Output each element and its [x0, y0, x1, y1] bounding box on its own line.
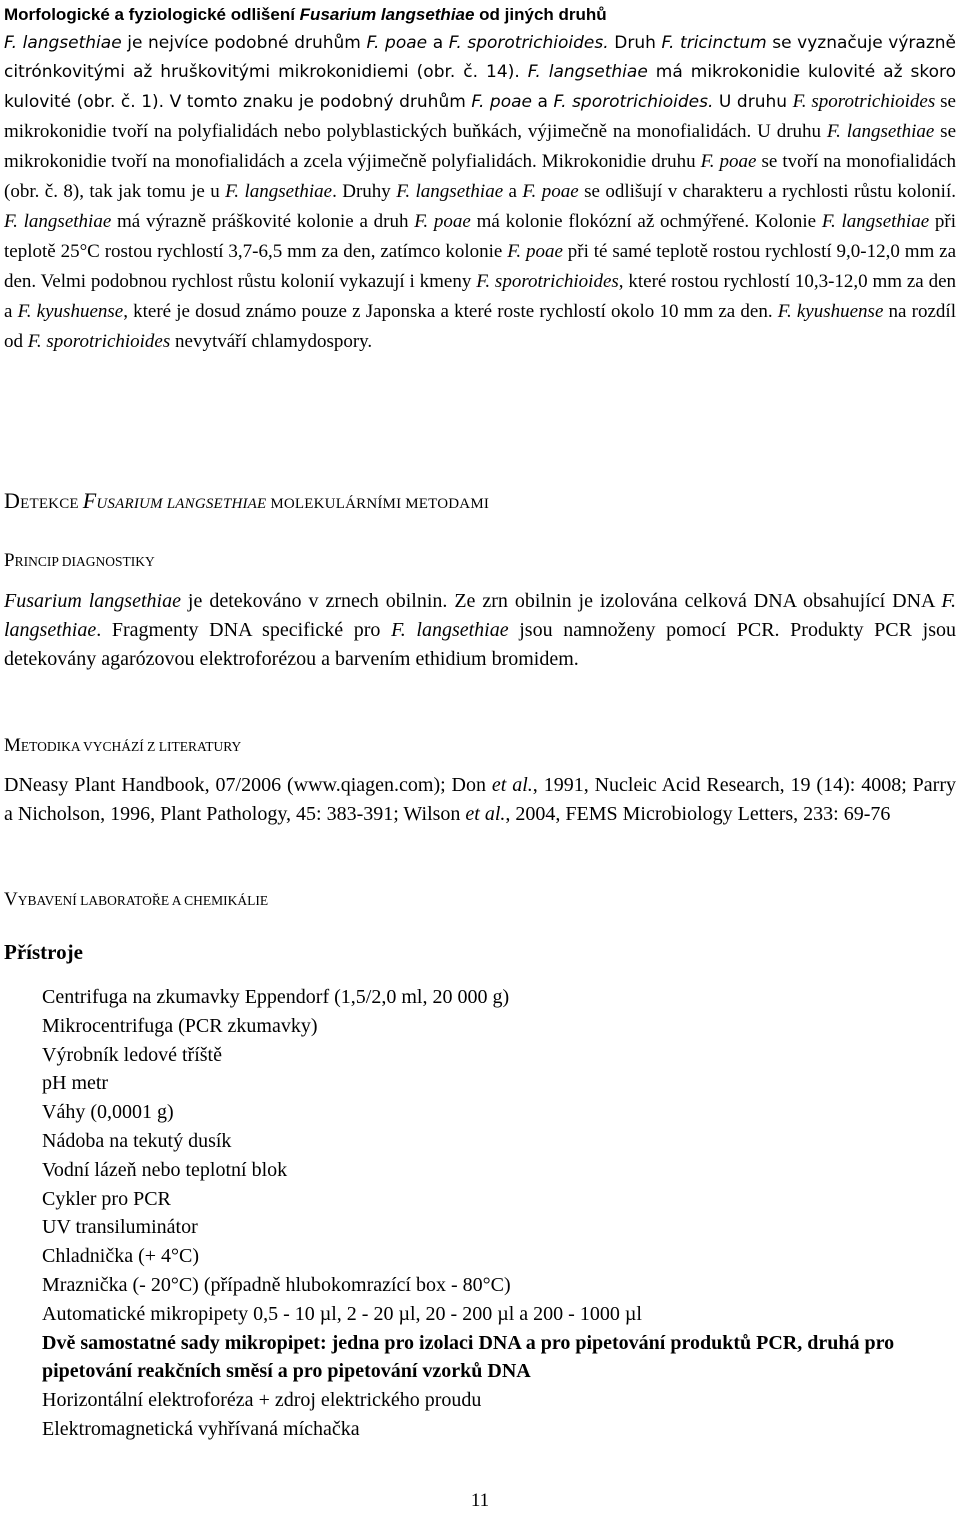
list-item: UV transiluminátor [42, 1216, 198, 1239]
list-item: Váhy (0,0001 g) [42, 1101, 174, 1124]
list-item: Výrobník ledové tříště [42, 1043, 222, 1066]
document-page [4, 0, 956, 1518]
devices-heading: Přístroje [4, 940, 83, 964]
equipment-list [42, 983, 956, 1444]
list-item: Mikrocentrifuga (PCR zkumavky) [42, 1014, 318, 1037]
list-item-bold: Dvě samostatné sady mikropipet: jedna pro izolaci DNA a pro pipetování produktů PCR, druhá pro pipetování reakčních směsí a pro pipetování vzorků DNA [42, 1331, 895, 1383]
section-title: DETEKCE FUSARIUM LANGSETHIAE MOLEKULÁRNÍMI METODAMI [4, 488, 490, 513]
list-item: Nádoba na tekutý dusík [42, 1129, 232, 1152]
list-item: Automatické mikropipety 0,5 - 10 µl, 2 - 20 µl, 20 - 200 µl a 200 - 1000 µl [42, 1302, 642, 1325]
list-item: pH metr [42, 1072, 109, 1095]
equipment-title: VYBAVENÍ LABORATOŘE A CHEMIKÁLIE [4, 889, 269, 910]
list-item: Cykler pro PCR [42, 1187, 171, 1210]
method-paragraph: DNeasy Plant Handbook, 07/2006 (www.qiagen.com); Don et al., 1991, Nucleic Acid Research, 19 (14): 4008; Parry a Nicholson, 1996, Plant Pathology, 45: 383-391; Wilson et al., 2004, FEMS Microbiology Letters, 233: 69-76 [4, 774, 956, 825]
list-item: Centrifuga na zkumavky Eppendorf (1,5/2,0 ml, 20 000 g) [42, 986, 510, 1008]
heading-species: Fusarium langsethiae [299, 5, 475, 24]
method-title: METODIKA VYCHÁZÍ Z LITERATURY [4, 735, 242, 756]
list-item: Chladnička (+ 4°C) [42, 1245, 200, 1268]
principle-paragraph: Fusarium langsethiae je detekováno v zrnech obilnin. Ze zrn obilnin je izolována celková DNA obsahující DNA F. langsethiae. Fragmenty DNA specifické pro F. langsethiae jsou namnoženy pomocí PCR. Produkty PCR jsou detekovány agarózovou elektroforézou a barvením ethidium bromidem. [4, 590, 956, 670]
list-item: Mraznička (- 20°C) (případně hlubokomrazící box - 80°C) [42, 1273, 511, 1296]
page-number: 11 [470, 1490, 490, 1511]
list-item: Horizontální elektroforéza + zdroj elektrického proudu [42, 1389, 482, 1412]
heading-text: Morfologické a fyziologické odlišení [4, 5, 300, 24]
intro-heading [4, 0, 956, 29]
intro-section [4, 0, 956, 357]
intro-paragraph: F. langsethiae je nejvíce podobné druhům F. poae a F. sporotrichioides. Druh F. tricinctum se vyznačuje výrazně citrónkovitými až hruškovitými mikrokonidiemi (obr. č. 14). F. langsethiae má mikrokonidie kulovité až skoro kulovité (obr. č. 1). V tomto znaku je podobný druhům F. poae a F. sporotrichioides. U druhu F. sporotrichioides se mikrokonidie tvoří na polyfialidách nebo polyblastických buňkách, výjimečně na monofialidách. U druhu F. langsethiae se mikrokonidie tvoří na monofialidách a zcela výjimečně polyfialidách. Mikrokonidie druhu F. poae se tvoří na monofialidách (obr. č. 8), tak jak tomu je u F. langsethiae. Druhy F. langsethiae a F. poae se odlišují v charakteru a rychlosti růstu kolonií. F. langsethiae má výrazně práškovité kolonie a druh F. poae má kolonie flokózní až ochmýřené. Kolonie F. langsethiae při teplotě 25°C rostou rychlostí 3,7-6,5 mm za den, zatímco kolonie F. poae při té samé teplotě rostou rychlostí 9,0-12,0 mm za den. Velmi podobnou rychlost růstu kolonií vykazují i kmeny F. sporotrichioides, které rostou rychlostí 10,3-12,0 mm za den a F. kyushuense, které je dosud známo pouze z Japonska a které roste rychlostí okolo 10 mm za den. F. kyushuense na rozdíl od F. sporotrichioides nevytváří chlamydospory. [4, 33, 957, 352]
list-item: Vodní lázeň nebo teplotní blok [42, 1158, 288, 1181]
principle-title: PRINCIP DIAGNOSTIKY [4, 550, 155, 571]
list-item: Elektromagnetická vyhřívaná míchačka [42, 1417, 360, 1440]
heading-text-end: od jiných druhů [474, 5, 607, 24]
